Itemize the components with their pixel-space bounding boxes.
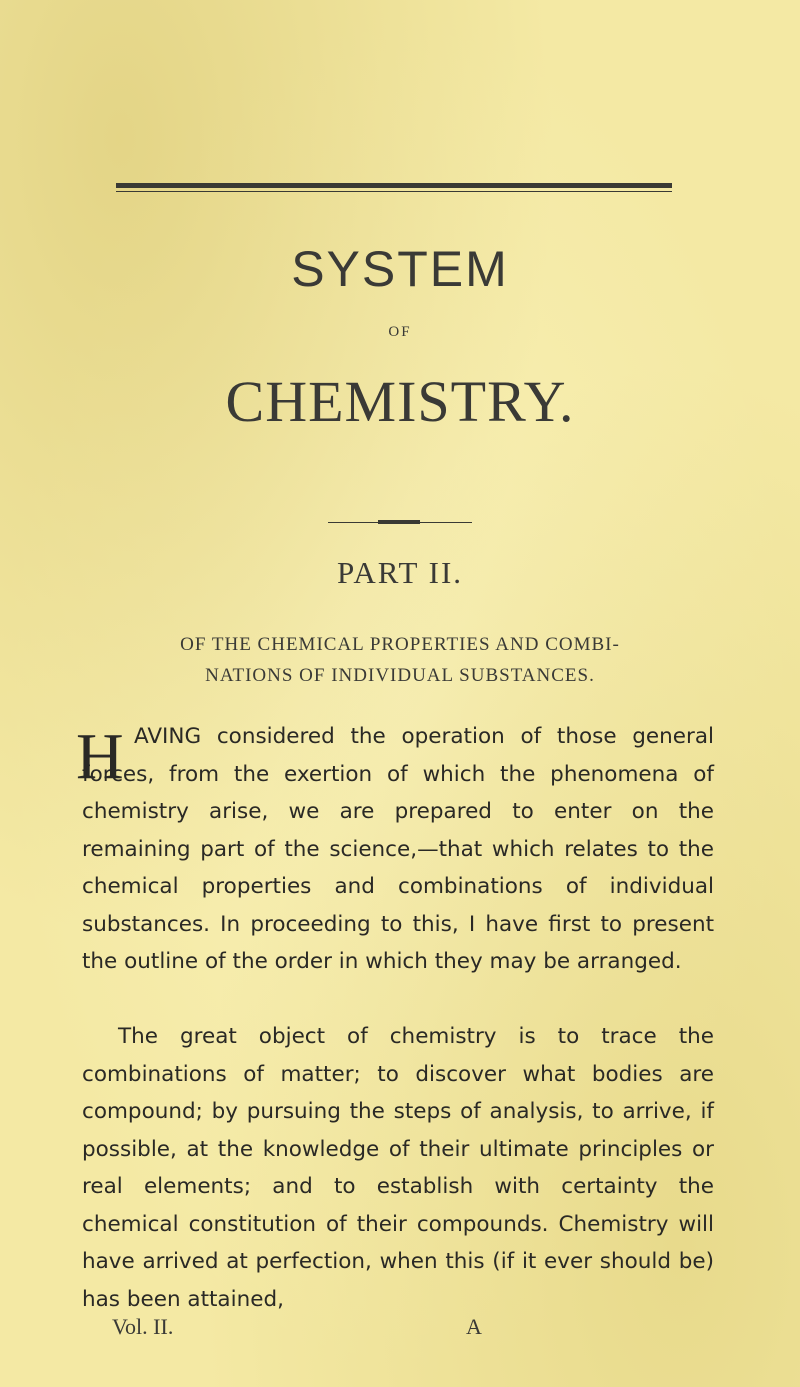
- part-subtitle-line2: NATIONS OF INDIVIDUAL SUBSTANCES.: [205, 665, 595, 686]
- drop-cap: H: [76, 720, 124, 793]
- title-of: OF: [388, 324, 412, 340]
- paragraph-2: The great object of chemistry is to trace the combinations of matter; to discover what bodies are compound; by pursuing the steps of analysis, to arrive, if possible, at the knowledge of their ultimate principles or real elements; and to establish with certainty the chemical constitution of their compounds. Chemistry will have arrived at perfection, when this (if it ever should be) has been attained,: [82, 1024, 714, 1312]
- paragraph-1: AVING considered the operation of those general forces, from the exertion of which the phenomena of chemistry arise, we are prepared to enter on the remaining part of the science,—that which relates to the chemical properties and combinations of individual substances. In proceeding to this, I have first to present the outline of the order in which they may be arranged.: [82, 724, 714, 974]
- volume-mark: Vol. II.: [112, 1314, 174, 1339]
- title-chemistry: CHEMISTRY.: [225, 369, 575, 434]
- title-system: SYSTEM: [291, 241, 509, 297]
- part-heading: PART II.: [336, 555, 464, 590]
- signature-mark: A: [466, 1314, 482, 1339]
- top-double-rule-thick: [116, 183, 672, 188]
- part-subtitle-line1: OF THE CHEMICAL PROPERTIES AND COMBI-: [180, 634, 620, 655]
- top-double-rule-thin: [116, 191, 672, 192]
- section-divider-bold: [378, 520, 420, 524]
